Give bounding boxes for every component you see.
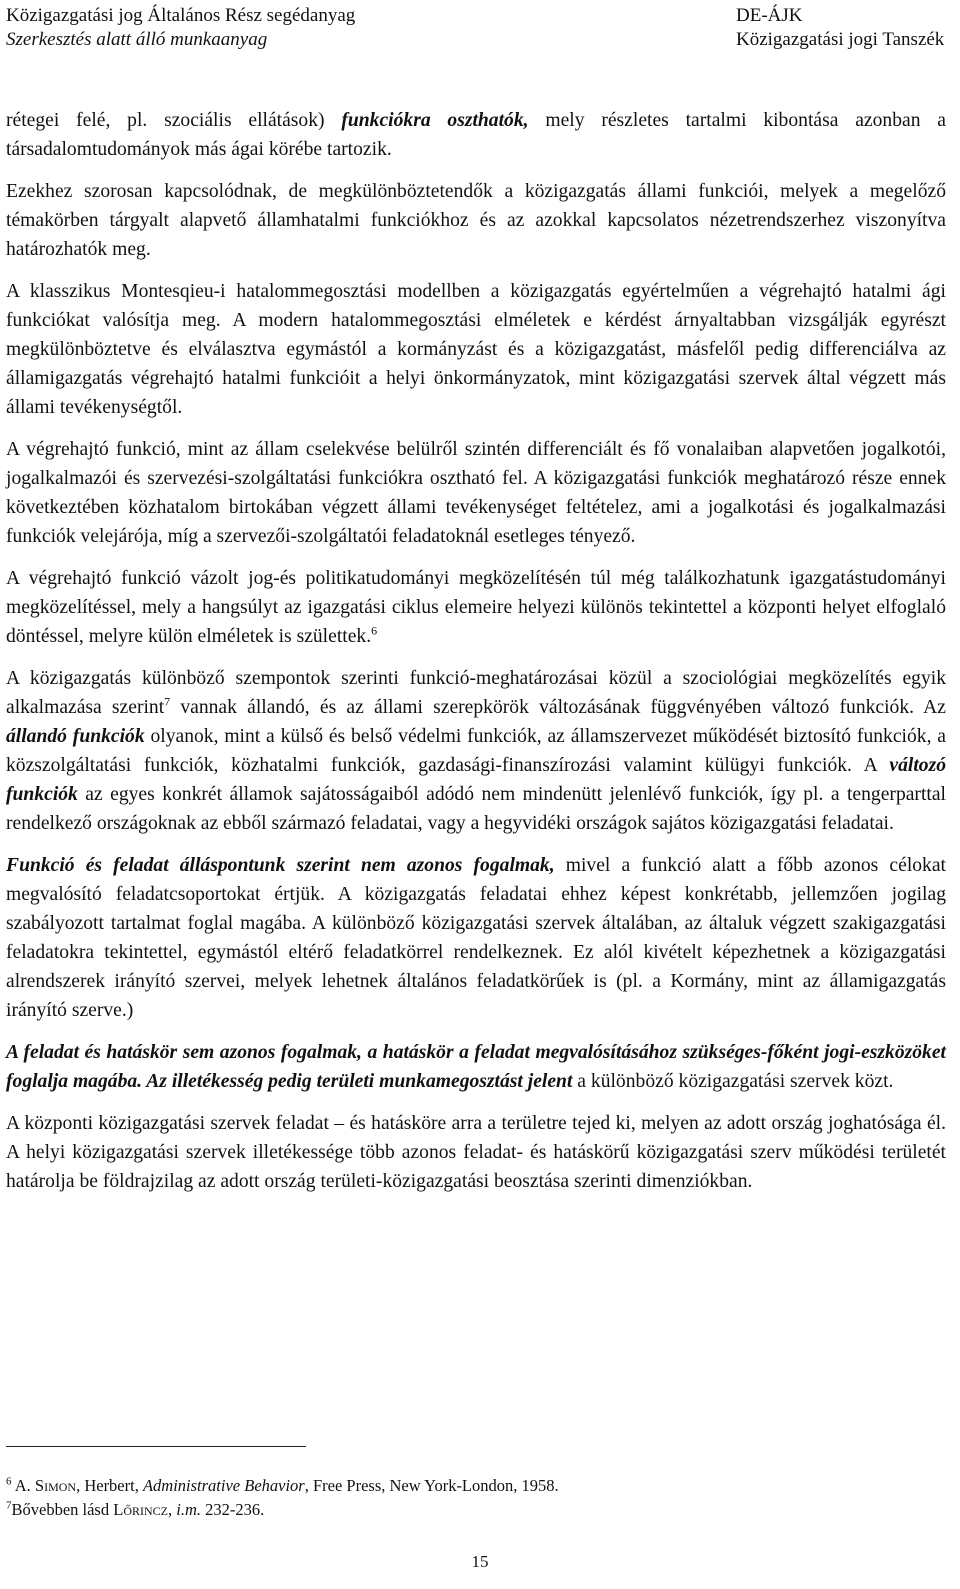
paragraph-8: A feladat és hatáskör sem azonos fogalmak, a hatáskör a feladat megvalósításához szükséges-főként jogi-eszközöket foglalja magába. Az illetékesség pedig területi munkamegosztást jelent a különböző közigazgatási szervek közt. bbox=[6, 1042, 946, 1092]
paragraph-9: A központi közigazgatási szervek feladat – és hatásköre arra a területre tejed ki, melyen az adott ország joghatósága él. A helyi közigazgatási szervek illetékessége több azonos feladat- és hatáskörű közigazgatási szerv működési területét határolja be földrajzilag az adott ország területi-közigazgatási beosztása szerinti dimenziókban. bbox=[6, 1113, 946, 1192]
paragraph-5: A végrehajtó funkció vázolt jog-és politikatudományi megközelítésén túl még találkozhatunk igazgatástudományi megközelítéssel, mely a hangsúlyt az igazgatási ciklus elemeire helyezi különös tekintettel a központi helyet elfoglaló döntéssel, melyre külön elméletek is születtek.$^6$ bbox=[6, 568, 946, 647]
document-body bbox=[6, 106, 946, 1209]
header-course-title: Közigazgatási jog Általános Rész segédanyag bbox=[6, 5, 356, 26]
emphasis: A feladat és hatáskör sem azonos fogalmak, a hatáskör a feladat megvalósításához szükséges-főként jogi-eszközöket foglalja magába. Az illetékesség pedig területi munkamegosztást jelent bbox=[6, 1042, 946, 1092]
header-institution: DE-ÁJK bbox=[736, 5, 803, 26]
footnote-7: $^7$Bővebben lásd Lőrincz, i.m. 232-236. bbox=[6, 1499, 265, 1519]
footnote-6: $^6$ A. Simon, Herbert, Administrative Behavior, Free Press, New York-London, 1958. bbox=[6, 1475, 559, 1495]
paragraph-1: rétegei felé, pl. szociális ellátások) funkciókra oszthatók, mely részletes tartalmi kibontása azonban a társadalomtudományok más ágai körébe tartozik. bbox=[6, 110, 946, 160]
footnote-separator bbox=[6, 1446, 306, 1447]
page-number: 15 bbox=[471, 1552, 489, 1571]
footnote-ref-6[interactable]: 6 bbox=[371, 623, 378, 638]
page-header bbox=[6, 4, 946, 52]
header-department: Közigazgatási jogi Tanszék bbox=[736, 29, 945, 50]
emphasis: funkciókra oszthatók, bbox=[341, 110, 529, 131]
emphasis: változó funkciók bbox=[6, 755, 946, 805]
header-draft-note: Szerkesztés alatt álló munkaanyag bbox=[6, 29, 268, 50]
paragraph-3: A klasszikus Montesqieu-i hatalommegosztási modellben a közigazgatás egyértelműen a végrehajtó hatalmi ági funkciókat valósítja meg. A modern hatalommegosztási elméletek e kérdést árnyaltabban vizsgálják egyrészt megkülönböztetve és elválasztva egymástól a kormányzást és a közigazgatást, másfelől pedig differenciálva az államigazgatás végrehajtó hatalmi funkcióit a helyi önkormányzatok, mint közigazgatási szervek által végzett más állami tevékenységtől. bbox=[6, 281, 946, 418]
emphasis: Funkció és feladat álláspontunk szerint nem azonos fogalmak, bbox=[6, 855, 555, 876]
emphasis: állandó funkciók bbox=[6, 726, 145, 747]
paragraph-2: Ezekhez szorosan kapcsolódnak, de megkülönböztetendők a közigazgatás állami funkciói, melyek a megelőző témakörben tárgyalt alapvető államhatalmi funkciókhoz és az azokkal kapcsolatos nézetrendszerhez viszonyítva határozhatók meg. bbox=[6, 181, 946, 260]
footnote-ref-7[interactable]: 7 bbox=[164, 694, 171, 709]
paragraph-6: A közigazgatás különböző szempontok szerinti funkció-meghatározásai közül a szociológiai megközelítés egyik alkalmazása szerint$^7$ vannak állandó, és az állami szerepkörök változásának függvényében változó funkciók. Az állandó funkciók olyanok, mint a külső és belső védelmi funkciók, az államszervezet működését biztosító funkciók, a közszolgáltatási funkciók, közhatalmi funkciók, gazdasági-finanszírozási valamint külügyi funkciók. A változó funkciók az egyes konkrét államok sajátosságaiból adódó nem mindenütt jelenlévő funkciók, így pl. a tengerparttal rendelkező országoknak az ebből származó feladatai, vagy a hegyvidéki országok sajátos közigazgatási feladatai. bbox=[6, 668, 946, 834]
footnotes bbox=[6, 1474, 946, 1522]
paragraph-7: Funkció és feladat álláspontunk szerint nem azonos fogalmak, mivel a funkció alatt a főbb azonos célokat megvalósító feladatcsoportokat értjük. A közigazgatás feladatai ehhez képest konkrétabb, jellemzően jogilag szabályozott tartalmat foglal magába. A különböző közigazgatási szervek általában, az általuk végzett szakigazgatási feladatokra tekintettel, egymástól eltérő feladatkörrel rendelkeznek. Ez alól kivételt képezhetnek a közigazgatási alrendszerek irányító szervei, melyek lehetnek általános feladatkörűek is (pl. a Kormány, mint az államigazgatás irányító szerve.) bbox=[6, 855, 946, 1021]
paragraph-4: A végrehajtó funkció, mint az állam cselekvése belülről szintén differenciált és fő vonalaiban alapvetően jogalkotói, jogalkalmazói és szervezési-szolgáltatási funkciókra osztható fel. A közigazgatási funkciók meghatározó része ennek következtében közhatalom birtokában végzett állami tevékenységet feltételez, ami a jogalkotási és jogalkalmazási funkciók velejárója, míg a szervezői-szolgáltatói feladatoknál esetleges tényező. bbox=[6, 439, 946, 547]
